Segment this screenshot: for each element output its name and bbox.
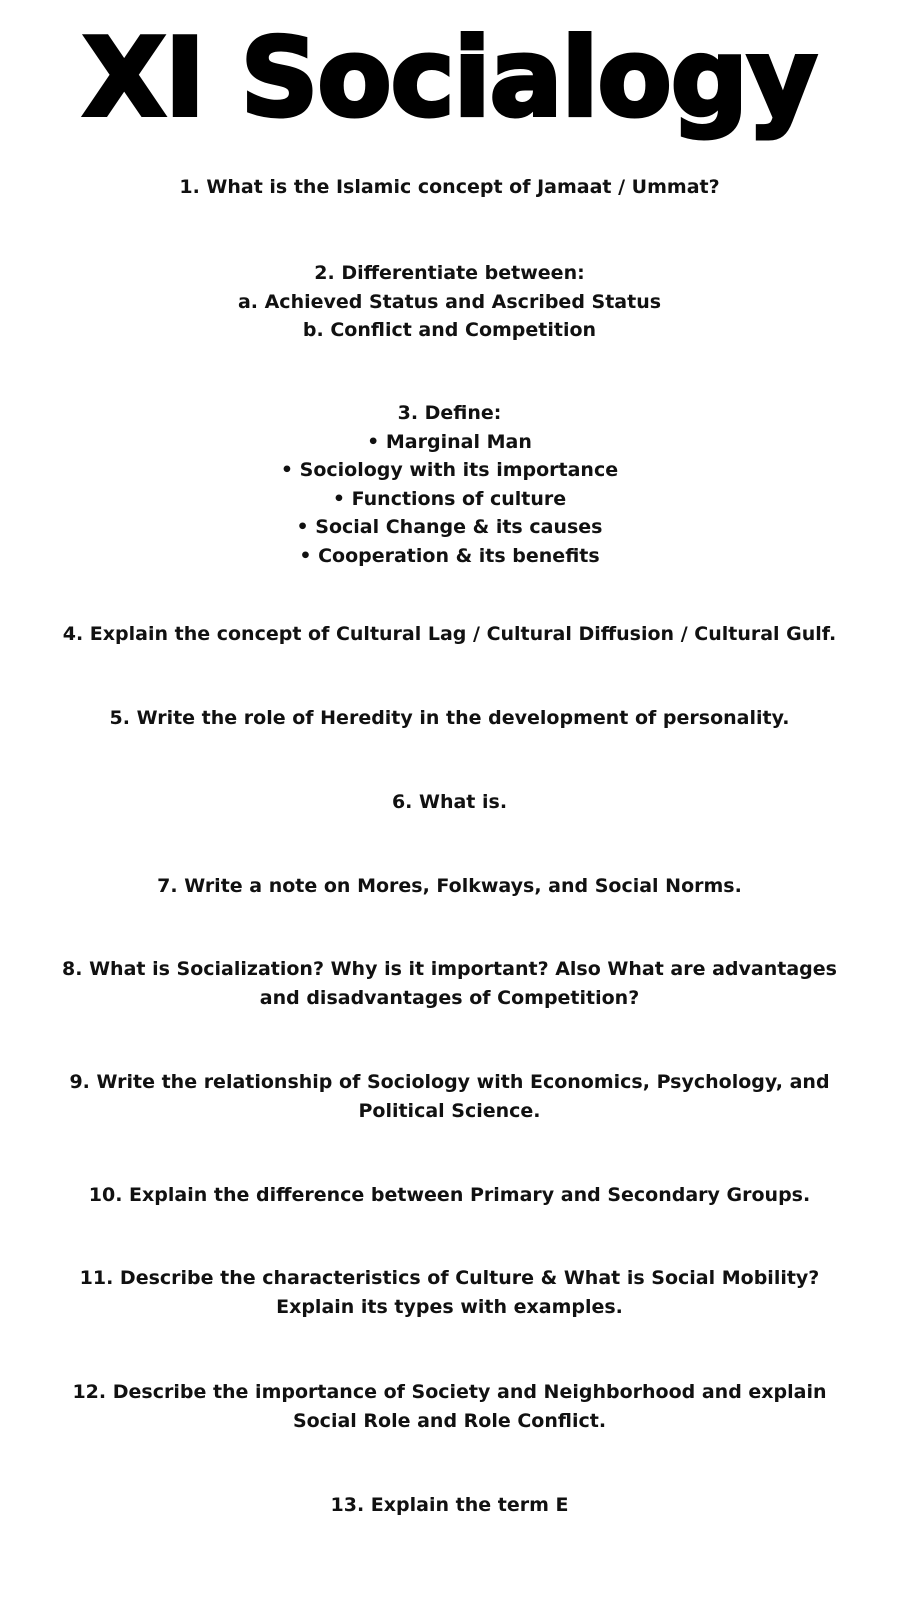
question-3-item: • Cooperation & its benefits	[299, 544, 600, 567]
question-13-text: 13. Explain the term E	[330, 1494, 569, 1516]
question-9-line-1: 9. Write the relationship of Sociology with Economics, Psychology, and	[69, 1071, 830, 1093]
question-3-item: • Social Change & its causes	[296, 516, 603, 538]
question-11-line-2: Explain its types with examples.	[276, 1295, 623, 1318]
question-12-line-2: Social Role and Role Conflict.	[292, 1409, 607, 1432]
question-5	[40, 704, 859, 733]
question-12	[40, 1378, 859, 1435]
question-9-line-2: Political Science.	[358, 1099, 541, 1122]
question-11-line-1: 11. Describe the characteristics of Culture & What is Social Mobility?	[79, 1267, 820, 1289]
question-4-text: 4. Explain the concept of Cultural Lag / Cultural Diffusion / Cultural Gulf.	[62, 623, 837, 645]
question-1-text: 1. What is the Islamic concept of Jamaat / Ummat?	[179, 176, 720, 198]
question-5-text: 5. Write the role of Heredity in the development of personality.	[109, 707, 790, 729]
question-13	[40, 1491, 859, 1520]
question-2-part-b: b. Conflict and Competition	[302, 319, 597, 341]
question-1	[40, 173, 859, 202]
question-8-line-2: and disadvantages of Competition?	[259, 986, 640, 1009]
question-3	[40, 399, 859, 570]
question-3-heading: 3. Define:	[397, 402, 502, 424]
question-8	[40, 955, 859, 1012]
question-3-item: • Sociology with its importance	[280, 459, 619, 481]
question-9	[40, 1068, 859, 1125]
question-3-item: • Marginal Man	[367, 430, 532, 453]
question-6-text: 6. What is.	[391, 791, 508, 813]
question-12-line-1: 12. Describe the importance of Society and Neighborhood and explain	[72, 1381, 827, 1403]
question-10	[40, 1181, 859, 1210]
question-8-line-1: 8. What is Socialization? Why is it important? Also What are advantages	[62, 958, 837, 980]
question-7	[40, 872, 859, 901]
page-title: XI Socialogy	[82, 16, 817, 141]
question-3-item: • Functions of culture	[332, 487, 567, 510]
question-10-text: 10. Explain the difference between Primary and Secondary Groups.	[88, 1184, 811, 1206]
question-4	[40, 620, 859, 649]
question-2-heading: 2. Differentiate between:	[314, 262, 585, 284]
question-2-part-a: a. Achieved Status and Ascribed Status	[237, 290, 662, 313]
question-6	[40, 788, 859, 817]
question-2	[40, 259, 859, 345]
question-7-text: 7. Write a note on Mores, Folkways, and Social Norms.	[157, 875, 742, 897]
question-11	[40, 1264, 859, 1321]
